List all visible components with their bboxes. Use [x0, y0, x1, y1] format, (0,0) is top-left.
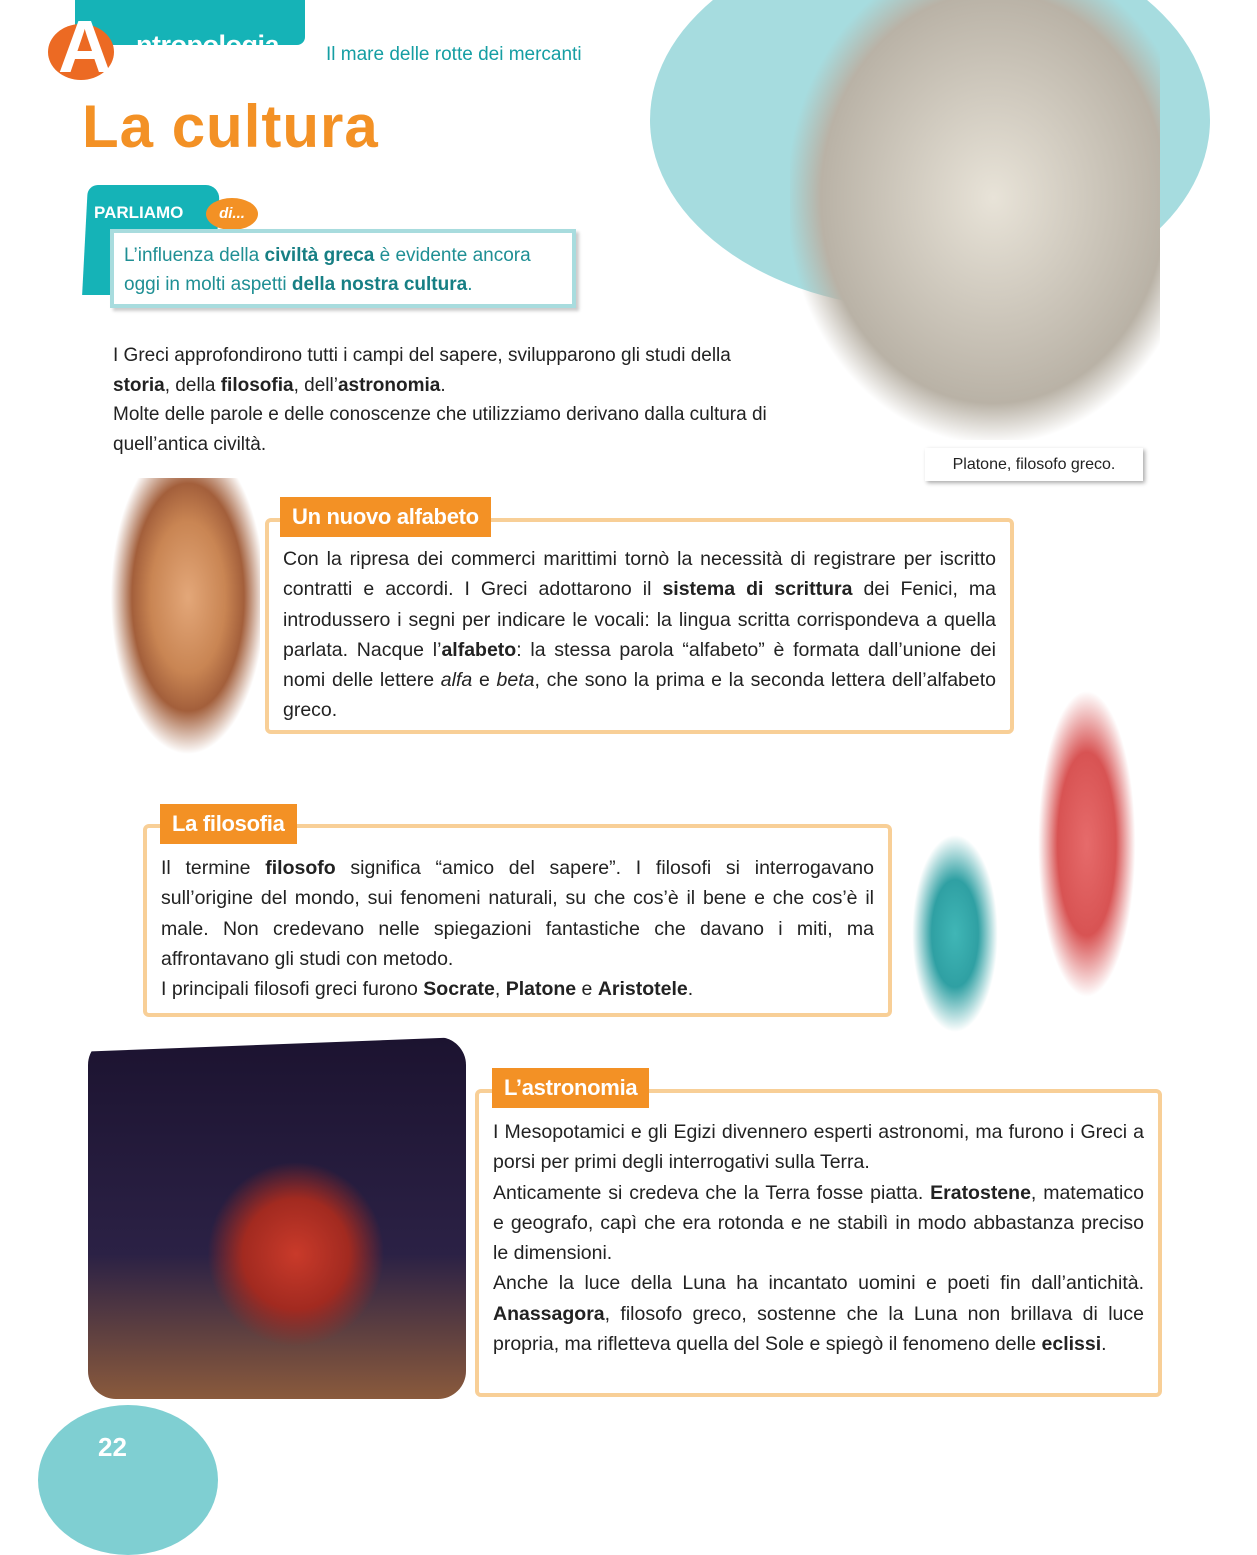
italic-term: alfa [440, 669, 473, 692]
text-run: , dell’ [293, 374, 338, 396]
bold-term: astronomia [337, 374, 441, 396]
bold-term: alfabeto [441, 638, 517, 661]
bold-term: storia [113, 374, 165, 396]
section-filosofia-box [143, 824, 892, 1017]
text-run: Anticamente si credeva che la Terra fosse piatta. [493, 1181, 931, 1204]
parliamo-text [110, 229, 576, 308]
bold-term: civiltà greca [264, 245, 375, 266]
bold-term: Anassagora [493, 1302, 605, 1325]
bold-term: filosofo [265, 857, 336, 879]
section-astronomia-box [475, 1089, 1162, 1397]
text-run: : la stessa parola “alfabeto” è formata dall’unione dei nomi delle lettere [283, 638, 996, 692]
text-run: , della [164, 374, 221, 396]
section-filosofia-title: La filosofia [160, 804, 297, 844]
greek-scribe-illustration [100, 478, 260, 776]
text-run: Con la ripresa dei commerci marittimi tornò la necessità di registrare per iscritto contratti e accordi. I Greci adottarono il [283, 548, 996, 601]
bold-term: Eratostene [930, 1181, 1031, 1204]
text-run: Il termine [161, 857, 266, 879]
section-alfabeto-box [265, 518, 1014, 734]
text-run: I Greci approfondirono tutti i campi del sapere, svilupparono gli studi della [113, 345, 731, 366]
parliamo-di-bubble: di... [206, 198, 258, 230]
text-run: I principali filosofi greci furono [161, 978, 424, 1001]
philosopher-and-child-illustration [1018, 628, 1143, 1060]
text-run: . [1101, 1333, 1107, 1356]
parliamo-label: PARLIAMO [94, 203, 184, 222]
italic-term: beta [496, 669, 535, 692]
text-run: Anche la luce della Luna ha incantato uomini e poeti fin dall’antichità. [493, 1272, 1144, 1295]
text-run: e [576, 978, 598, 1001]
text-run: I Mesopotamici e gli Egizi divennero esperti astronomi, ma furono i Greci a porsi per primi degli interrogativi sulla Terra. [493, 1121, 1144, 1174]
page-title: La cultura [82, 93, 379, 160]
page-number: 22 [98, 1432, 127, 1462]
text-run: , [494, 978, 506, 1001]
bold-term: Platone [505, 978, 577, 1001]
text-run: . [440, 374, 446, 396]
bold-term: sistema di scrittura [662, 578, 853, 601]
text-run: . [467, 274, 473, 295]
bold-term: Aristotele [597, 978, 688, 1001]
page-number-badge [38, 1405, 218, 1555]
text-run: Molte delle parole e delle conoscenze che utilizziamo derivano dalla cultura di quell’antica civiltà. [113, 404, 767, 455]
text-run: , matematico e geografo, capì che era rotonda e ne stabilì in modo abbastanza preciso le dimensioni. [493, 1181, 1144, 1265]
image-caption: Platone, filosofo greco. [925, 448, 1143, 481]
text-run: L’influenza della [124, 245, 265, 266]
text-run: , che sono la prima e la seconda lettera dell’alfabeto greco. [283, 669, 996, 722]
bold-term: Socrate [423, 978, 495, 1001]
bold-term: filosofia [220, 374, 294, 396]
text-run: e [472, 669, 497, 692]
text-run: . [687, 978, 694, 1001]
bold-term: della nostra cultura [291, 274, 468, 295]
chapter-title: Il mare delle rotte dei mercanti [326, 44, 582, 65]
subject-label: ntropologia [136, 30, 279, 60]
section-alfabeto-title: Un nuovo alfabeto [280, 497, 491, 537]
text-run: è evidente ancora oggi in molti aspetti [124, 245, 531, 295]
text-run: , filosofo greco, sostenne che la Luna non brillava di luce propria, ma rifletteva quella del Sole e spiegò il fenomeno delle [493, 1302, 1144, 1356]
child-illustration [900, 830, 1010, 1060]
text-run: dei Fenici, ma introdussero i segni per indicare le vocali: la lingua scritta corrispondeva a quella parlata. Nacque l’ [283, 578, 996, 661]
text-run: significa “amico del sapere”. I filosofi si interrogavano sull’origine del mondo, sui fenomeni naturali, su che cos’è il bene e che cos’è il male. Non credevano nelle spiegazioni fantastiche che davano i miti, ma affrontavano gli studi con metodo. [161, 857, 874, 970]
astronomer-night-sky-illustration [88, 1037, 466, 1399]
section-astronomia-title: L’astronomia [492, 1068, 649, 1108]
plato-statue-image [790, 0, 1160, 440]
intro-paragraph [113, 341, 788, 459]
bold-term: eclissi [1041, 1333, 1102, 1356]
subject-initial: A [58, 5, 112, 88]
